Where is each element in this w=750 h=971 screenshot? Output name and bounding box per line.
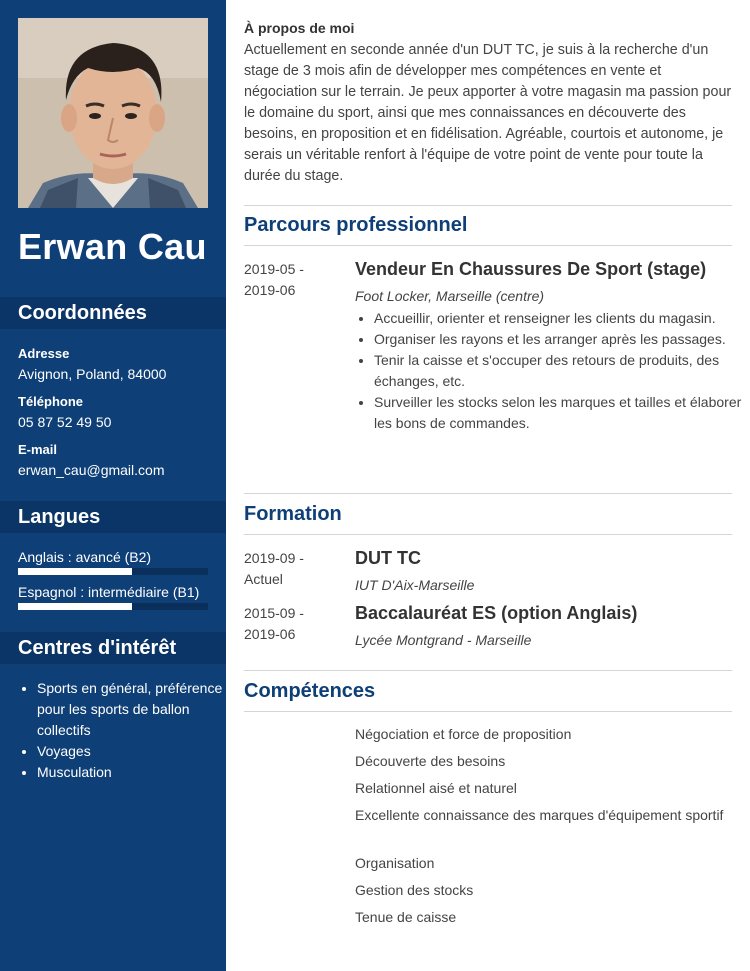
education-date-end: 2019-06 — [244, 626, 296, 642]
about-text: Actuellement en seconde année d'un DUT TC, je suis à la recherche d'un stage de 3 mois afin de développer mes compétences en vente et négociation sur le terrain. Je peux apporter à votre magasin ma passion pour le domaine du sport, ainsi que mes connaissances en découverte des besoins, en proposition et en fidélisation. Agréable, courtois et autonome, je serais un véritable renfort à l'équipe de votre point de vente pour toute la durée du stage. — [244, 42, 732, 184]
language-label: Anglais : avancé (B2) — [18, 549, 152, 565]
task-item: • Organiser les rayons et les arranger après les passages. — [374, 329, 746, 350]
language-label: Espagnol : intermédiaire (B1) — [18, 584, 200, 600]
education-section-title: Formation — [244, 503, 342, 525]
contact-section-title: Coordonnées — [0, 297, 226, 329]
skills-section-title: Compétences — [244, 680, 376, 702]
skill-item: Tenue de caisse — [355, 909, 457, 925]
experience-tasks-list — [355, 308, 746, 434]
divider — [244, 493, 732, 494]
interests-section-title: Centres d'intérêt — [0, 632, 226, 664]
skill-item: Relationnel aisé et naturel — [355, 780, 517, 796]
experience-date-start: 2019-05 - — [244, 261, 304, 277]
languages-section-title: Langues — [0, 501, 226, 533]
about-title: À propos de moi — [244, 20, 355, 36]
education-school: IUT D'Aix-Marseille — [355, 577, 475, 593]
task-item: • Accueillir, orienter et renseigner les clients du magasin. — [374, 308, 746, 329]
divider — [244, 245, 732, 246]
phone-value: 05 87 52 49 50 — [18, 414, 112, 430]
experience-date-end: 2019-06 — [244, 282, 296, 298]
experience-section-title: Parcours professionnel — [244, 214, 468, 236]
interest-item: • Sports en général, préférence pour les sports de ballon collectifs — [37, 678, 237, 741]
divider — [244, 534, 732, 535]
language-level-bar — [18, 603, 208, 610]
divider — [244, 711, 732, 712]
language-level-fill — [18, 568, 132, 575]
skill-item: Négociation et force de proposition — [355, 726, 572, 742]
email-label: E-mail — [18, 442, 58, 457]
skill-item: Découverte des besoins — [355, 753, 506, 769]
interests-list — [18, 678, 237, 783]
education-school: Lycée Montgrand - Marseille — [355, 632, 532, 648]
divider — [244, 670, 732, 671]
skill-item: Excellente connaissance des marques d'équipement sportif — [355, 807, 724, 823]
education-date-start: 2019-09 - — [244, 550, 304, 566]
skill-item: Organisation — [355, 855, 435, 871]
experience-title: Vendeur En Chaussures De Sport (stage) — [355, 259, 707, 279]
education-date-start: 2015-09 - — [244, 605, 304, 621]
email-value[interactable]: erwan_cau@gmail.com — [18, 462, 165, 478]
divider — [244, 205, 732, 206]
experience-company: Foot Locker, Marseille (centre) — [355, 288, 545, 304]
skill-item: Gestion des stocks — [355, 882, 474, 898]
education-title: DUT TC — [355, 548, 421, 568]
candidate-name: Erwan Cau — [18, 226, 207, 267]
interest-item: • Voyages — [37, 741, 237, 762]
education-date-end: Actuel — [244, 571, 283, 587]
task-item: • Surveiller les stocks selon les marques et tailles et élaborer les bons de commandes. — [374, 392, 746, 434]
task-item: • Tenir la caisse et s'occuper des retours de produits, des échanges, etc. — [374, 350, 746, 392]
phone-label: Téléphone — [18, 394, 84, 409]
profile-photo — [18, 18, 208, 208]
address-label: Adresse — [18, 346, 70, 361]
language-level-bar — [18, 568, 208, 575]
sidebar — [0, 0, 226, 971]
language-level-fill — [18, 603, 132, 610]
interest-item: • Musculation — [37, 762, 237, 783]
education-title: Baccalauréat ES (option Anglais) — [355, 603, 638, 623]
address-value: Avignon, Poland, 84000 — [18, 366, 167, 382]
